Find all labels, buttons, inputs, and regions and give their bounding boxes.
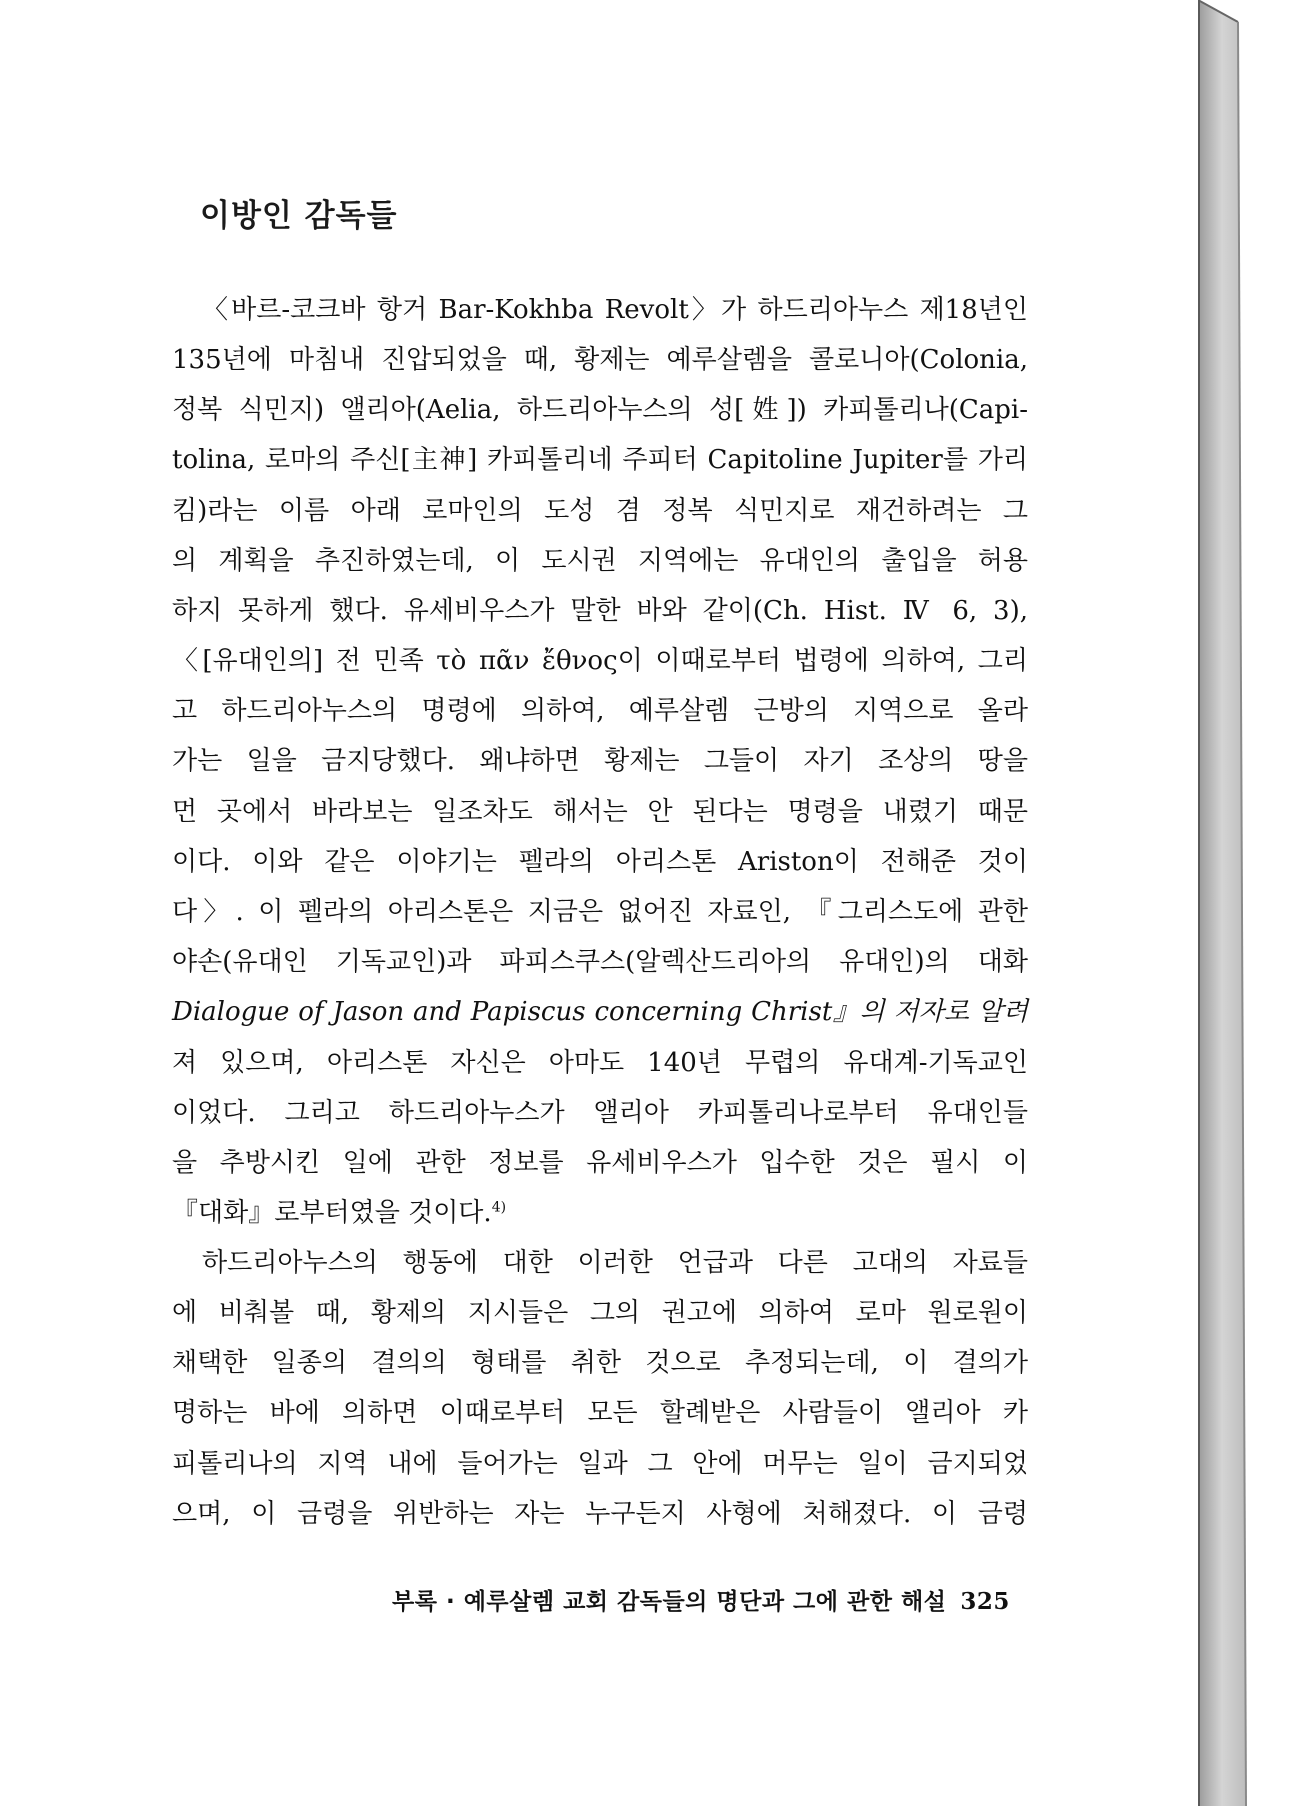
text-line: 이다. 이와 같은 이야기는 펠라의 아리스톤 Ariston이 전해준 것이 <box>172 847 1028 877</box>
text-line: tolina, 로마의 주신[主神] 카피톨리네 주피터 Capitoline Jupiter를 가리 <box>172 445 1028 475</box>
text-line <box>172 1196 1028 1230</box>
text-line: 하지 못하게 했다. 유세비우스가 말한 바와 같이(Ch. Hist. Ⅳ 6, 3), <box>172 596 1028 626</box>
text-line: 먼 곳에서 바라보는 일조차도 해서는 안 된다는 명령을 내렸기 때문 <box>172 797 1028 827</box>
footnote-marker: 4) <box>491 1199 507 1216</box>
text-line: 채택한 일종의 결의의 형태를 취한 것으로 추정되는데, 이 결의가 <box>172 1348 1028 1378</box>
text-line: 킴)라는 이름 아래 로마인의 도성 겸 정복 식민지로 재건하려는 그 <box>172 496 1028 526</box>
text-line: 져 있으며, 아리스톤 자신은 아마도 140년 무렵의 유대계-기독교인 <box>172 1048 1028 1078</box>
page-number: 325 <box>960 1588 1010 1615</box>
section-title: 이방인 감독들 <box>200 198 398 234</box>
text-line: 다〉. 이 펠라의 아리스톤은 지금은 없어진 자료인, 『그리스도에 관한 <box>172 897 1028 927</box>
text-line: Dialogue of Jason and Papiscus concerning Christ』의 저자로 알려 <box>172 997 1028 1027</box>
text-line-content: 『대화』로부터였을 것이다. <box>172 1198 492 1228</box>
running-head: 부록 · 예루살렘 교회 감독들의 명단과 그에 관한 해설 <box>392 1589 947 1615</box>
text-line: 하드리아누스의 행동에 대한 이러한 언급과 다른 고대의 자료들 <box>202 1248 1028 1278</box>
text-line: 가는 일을 금지당했다. 왜냐하면 황제는 그들이 자기 조상의 땅을 <box>172 746 1028 776</box>
text-line: 의 계획을 추진하였는데, 이 도시권 지역에는 유대인의 출입을 허용 <box>172 546 1028 576</box>
text-line: 이었다. 그리고 하드리아누스가 앨리아 카피톨리나로부터 유대인들 <box>172 1098 1028 1128</box>
text-line: 으며, 이 금령을 위반하는 자는 누구든지 사형에 처해졌다. 이 금령 <box>172 1499 1028 1529</box>
text-line: 야손(유대인 기독교인)과 파피스쿠스(알렉산드리아의 유대인)의 대화 <box>172 947 1028 977</box>
text-line: 을 추방시킨 일에 관한 정보를 유세비우스가 입수한 것은 필시 이 <box>172 1148 1028 1178</box>
book-page-edge <box>1188 0 1314 1806</box>
text-line: 135년에 마침내 진압되었을 때, 황제는 예루살렘을 콜로니아(Colonia, <box>172 345 1028 375</box>
text-line: 에 비춰볼 때, 황제의 지시들은 그의 권고에 의하여 로마 원로원이 <box>172 1298 1028 1328</box>
page-footer <box>392 1583 1010 1616</box>
text-line: 정복 식민지) 앨리아(Aelia, 하드리아누스의 성[姓]) 카피톨리나(Capi- <box>172 395 1028 425</box>
text-line: 고 하드리아누스의 명령에 의하여, 예루살렘 근방의 지역으로 올라 <box>172 696 1028 726</box>
text-line: 피톨리나의 지역 내에 들어가는 일과 그 안에 머무는 일이 금지되었 <box>172 1449 1028 1479</box>
text-line: 〈[유대인의] 전 민족 τὸ πᾶν ἔθνος이 이때로부터 법령에 의하여, 그리 <box>172 646 1028 676</box>
text-line: 〈바르-코크바 항거 Bar-Kokhba Revolt〉가 하드리아누스 제18년인 <box>202 295 1028 325</box>
text-line: 명하는 바에 의하면 이때로부터 모든 할례받은 사람들이 앨리아 카 <box>172 1398 1028 1428</box>
